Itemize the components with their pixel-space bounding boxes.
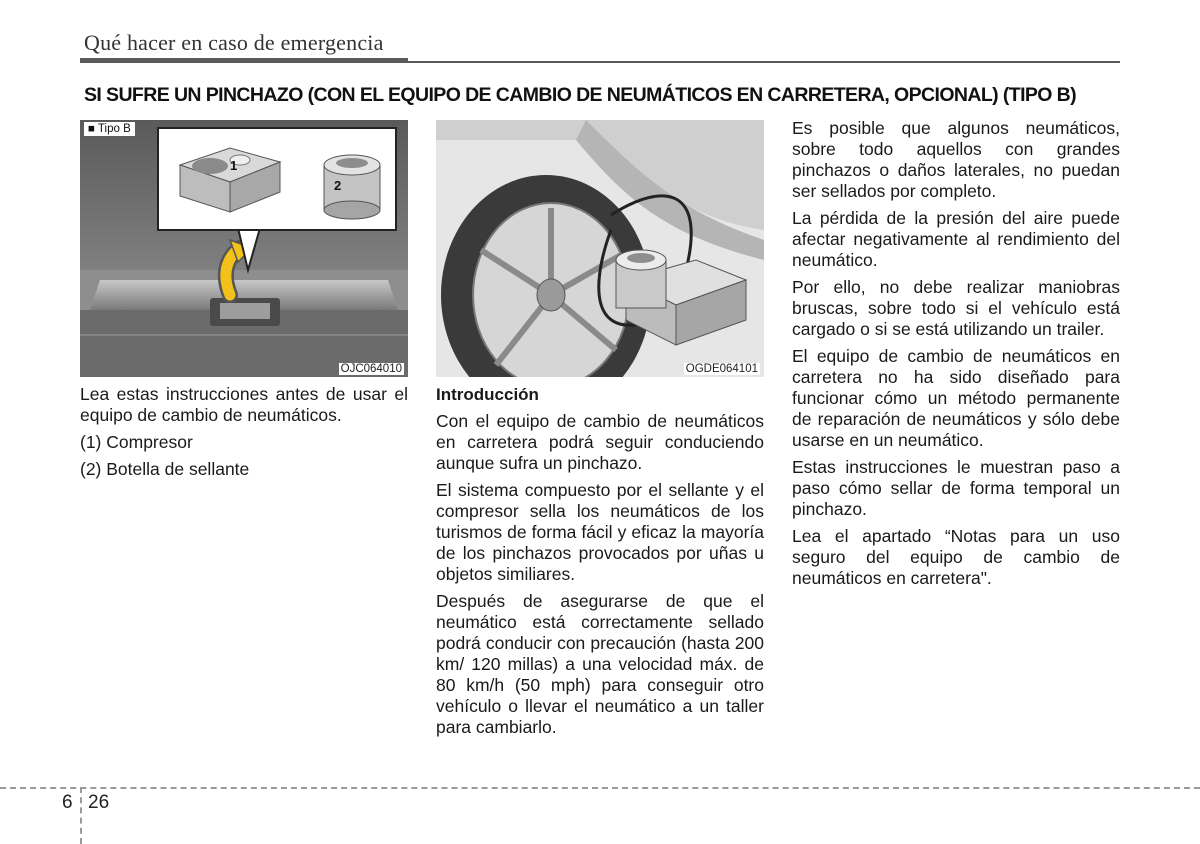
- paragraph: El equipo de cambio de neumáticos en carretera no ha sido diseñado para funcionar cómo un método permanente de reparación de neumáticos y sólo debe usarse en un neumático.: [792, 346, 1120, 450]
- trunk-illustration: [80, 120, 408, 377]
- callout-1: 1: [230, 158, 238, 173]
- section-title: SI SUFRE UN PINCHAZO (CON EL EQUIPO DE CAMBIO DE NEUMÁTICOS EN CARRETERA, OPCIONAL) (TIPO B): [84, 84, 1077, 106]
- chapter-title: Qué hacer en caso de emergencia: [84, 30, 384, 55]
- wheel-illustration: [436, 120, 764, 377]
- paragraph: La pérdida de la presión del aire puede afectar negativamente al rendimiento del neumático.: [792, 208, 1120, 270]
- callout-2: 2: [334, 178, 342, 193]
- figure-trunk-kit: [80, 120, 408, 377]
- header-rule-dark: [80, 58, 408, 63]
- list-item-sealant: (2) Botella de sellante: [80, 459, 250, 479]
- chapter-number: 6: [62, 792, 73, 813]
- footer-divider: [80, 787, 82, 844]
- paragraph: Con el equipo de cambio de neumáticos en carretera podrá seguir conduciendo aunque sufra un pinchazo.: [436, 411, 764, 473]
- paragraph: Lea el apartado “Notas para un uso seguro del equipo de cambio de neumáticos en carretera".: [792, 526, 1120, 588]
- column-1: [80, 384, 408, 486]
- figure-type-tag: ■ Tipo B: [84, 122, 135, 136]
- paragraph: Estas instrucciones le muestran paso a paso cómo sellar de forma temporal un pinchazo.: [792, 457, 1120, 519]
- paragraph: Por ello, no debe realizar maniobras bruscas, sobre todo si el vehículo está cargado o si se está utilizando un trailer.: [792, 277, 1120, 339]
- header-rule: [408, 61, 1120, 63]
- column-3: [792, 118, 1120, 595]
- page-number: 26: [88, 792, 110, 813]
- paragraph: Después de asegurarse de que el neumático está correctamente sellado podrá conducir con precaución (hasta 200 km/ 120 millas) a una velocidad máx. de 80 km/h (50 mph) para conseguir otro vehículo o llevar el neumático a un taller para cambiarlo.: [436, 591, 764, 737]
- figure-wheel-kit: [436, 120, 764, 377]
- subheading: Introducción: [436, 385, 539, 404]
- figure-code: OGDE064101: [685, 363, 758, 375]
- list-item-compressor: (1) Compresor: [80, 432, 193, 452]
- paragraph: El sistema compuesto por el sellante y el compresor sella los neumáticos de los turismos de forma fácil y eficaz la mayoría de los pinchazos provocados por uñas u objetos similiares.: [436, 480, 764, 584]
- paragraph: Lea estas instrucciones antes de usar el equipo de cambio de neumáticos.: [80, 384, 408, 425]
- figure-code: OJC064010: [340, 363, 402, 375]
- column-2: [436, 384, 764, 744]
- paragraph: Es posible que algunos neumáticos, sobre todo aquellos con grandes pinchazos o daños laterales, no puedan ser sellados por completo.: [792, 118, 1120, 201]
- footer-rule: [0, 787, 1200, 789]
